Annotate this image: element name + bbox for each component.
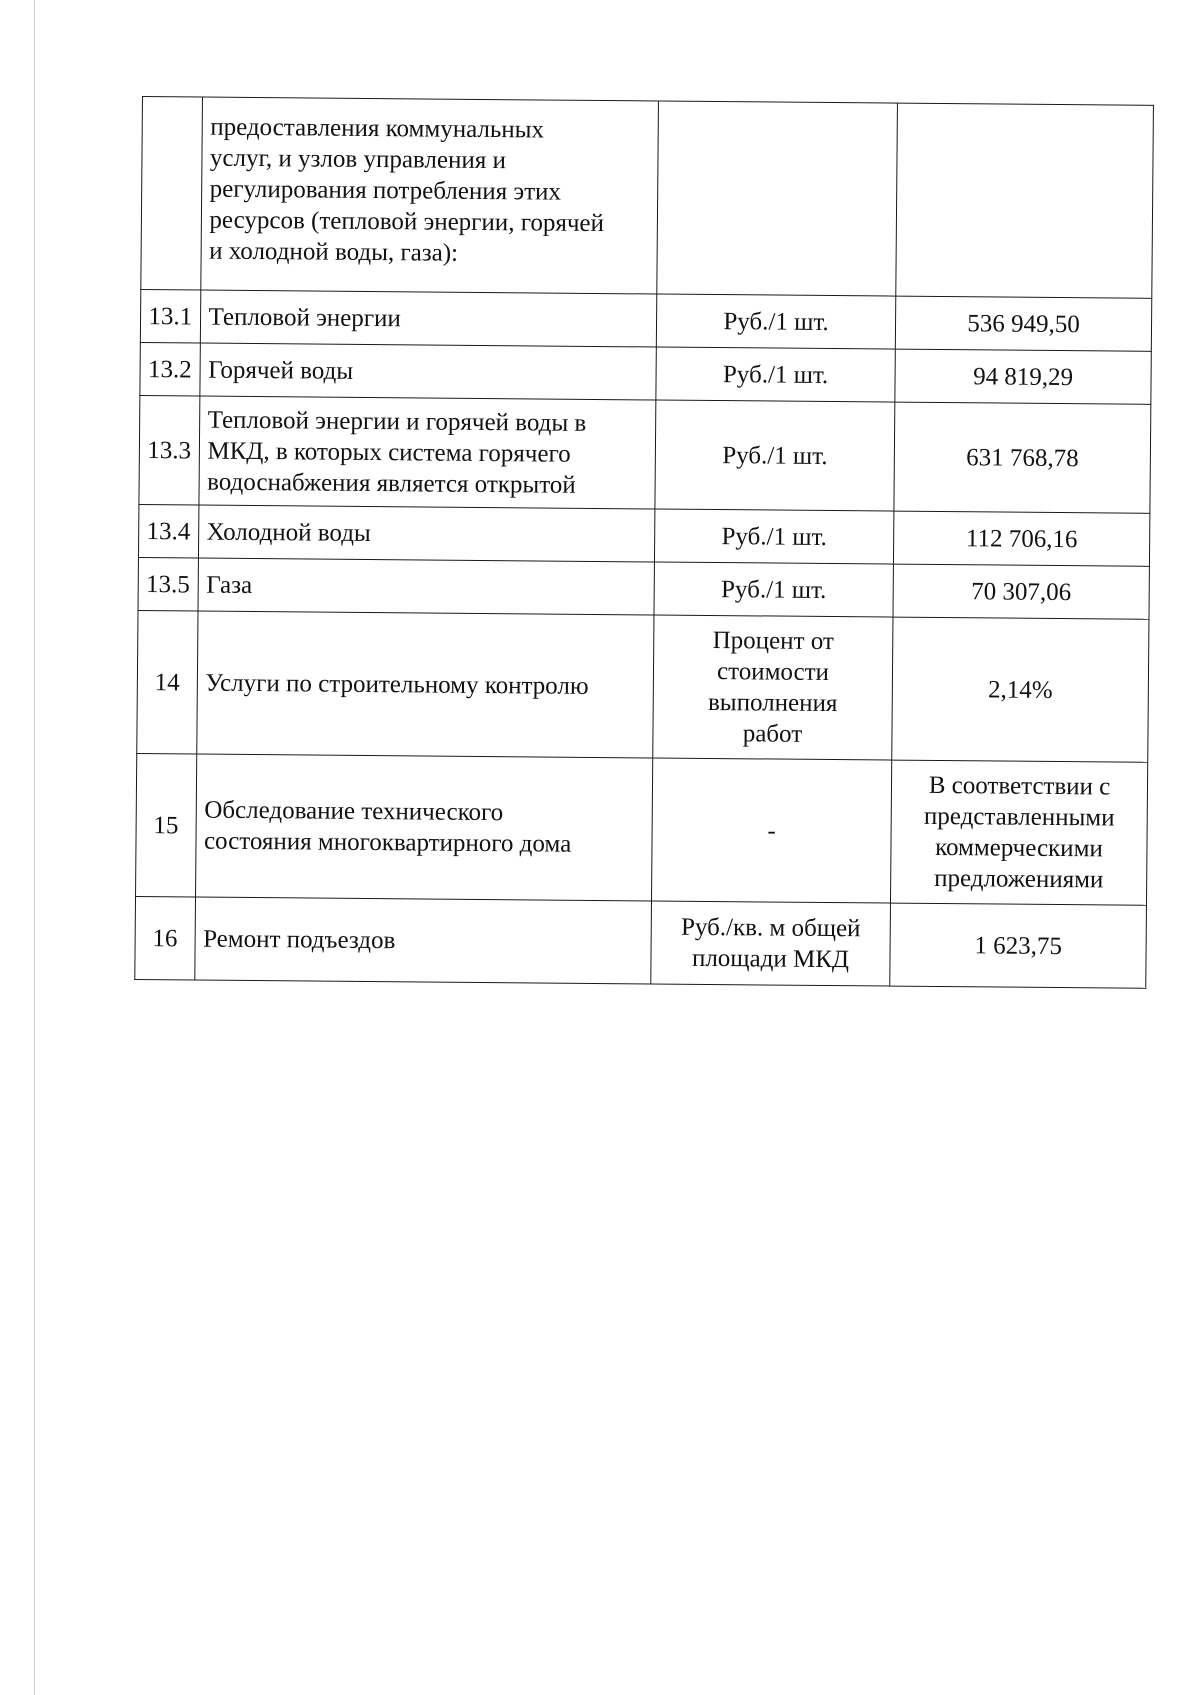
cell-name: Тепловой энергии [200, 290, 657, 347]
table-row [136, 753, 1148, 905]
cell-value [896, 103, 1154, 298]
cell-num: 13.5 [138, 557, 198, 611]
scan-edge-line [34, 0, 35, 1695]
table-row [138, 504, 1149, 566]
cell-num: 16 [135, 896, 195, 980]
price-table [134, 96, 1154, 989]
table-row [137, 610, 1149, 762]
cell-unit: - [651, 758, 891, 903]
table-row [140, 342, 1151, 404]
cell-value: В соответствии с представленными коммерческими предложениями [891, 760, 1148, 905]
cell-unit: Руб./1 шт. [654, 562, 894, 617]
cell-unit [657, 101, 898, 296]
cell-value: 631 768,78 [894, 402, 1151, 513]
cell-name: Газа [198, 558, 655, 615]
cell-name: Ремонт подъездов [194, 897, 651, 984]
table-row [140, 289, 1151, 351]
table-row [139, 395, 1151, 513]
cell-num: 13.1 [140, 289, 200, 343]
cell-value: 94 819,29 [895, 349, 1151, 404]
cell-value: 1 623,75 [890, 903, 1147, 988]
cell-name: Услуги по строительному контролю [196, 611, 654, 758]
cell-unit: Процент от стоимости выполнения работ [653, 615, 893, 760]
cell-num: 15 [136, 753, 197, 897]
cell-name: предоставления коммунальных услуг, и узлов управления и регулирования потребления этих ресурсов (тепловой энергии, горячей и холодной воды, газа): [200, 97, 658, 294]
cell-num: 13.2 [140, 342, 200, 396]
cell-num [141, 97, 202, 291]
table-row-continuation [141, 97, 1154, 299]
cell-unit: Руб./1 шт. [654, 509, 894, 564]
cell-value: 112 706,16 [894, 511, 1150, 566]
table-row [135, 896, 1147, 988]
cell-value: 536 949,50 [895, 296, 1151, 351]
cell-name: Горячей воды [199, 343, 656, 400]
cell-name: Тепловой энергии и горячей воды в МКД, в которых система горячего водоснабжения является открытой [198, 396, 655, 509]
cell-name: Холодной воды [198, 505, 655, 562]
cell-num: 13.4 [138, 504, 198, 558]
cell-unit: Руб./1 шт. [656, 294, 896, 349]
cell-value: 2,14% [892, 617, 1149, 762]
cell-unit: Руб./1 шт. [655, 400, 895, 511]
cell-unit: Руб./кв. м общей площади МКД [651, 901, 891, 986]
cell-value: 70 307,06 [893, 564, 1149, 619]
cell-name: Обследование технического состояния многоквартирного дома [195, 754, 653, 901]
cell-num: 14 [137, 610, 198, 754]
cell-unit: Руб./1 шт. [656, 347, 896, 402]
cell-num: 13.3 [139, 395, 199, 505]
table-row [138, 557, 1149, 619]
